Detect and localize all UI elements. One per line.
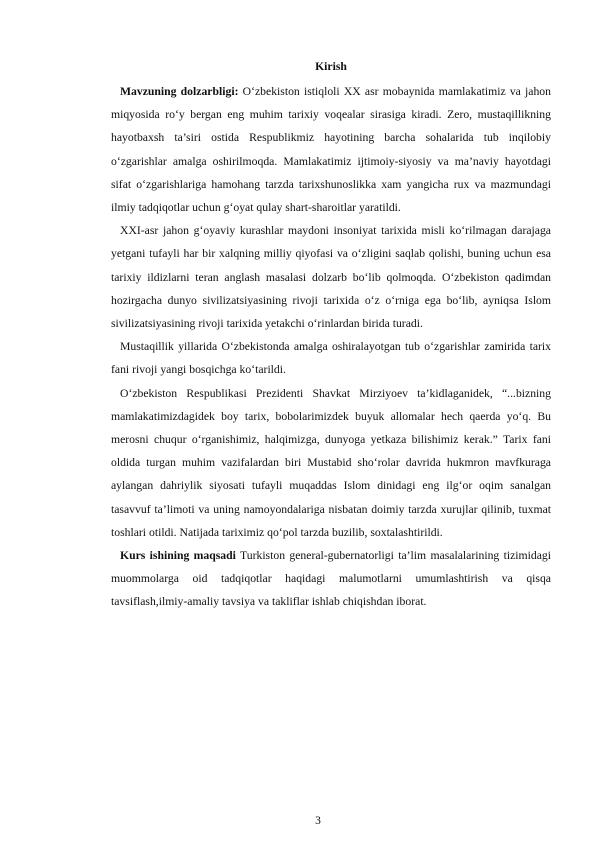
paragraph-text: Mustaqillik yillarida O‘zbekistonda amalga oshiralayotgan tub o‘zgarishlar zamirida tarix fani rivoji yangi bosqichga ko‘tarildi. — [111, 340, 551, 377]
page-title: Kirish — [315, 60, 347, 73]
paragraph-president-quote — [111, 382, 551, 544]
paragraph-text: XXI-asr jahon g‘oyaviy kurashlar maydoni insoniyat tarixida misli ko‘rilmagan darajaga yetgani tufayli har bir xalqning milliy qiyofasi va o‘zligini saqlab qolishi, buning uchun esa tarixiy ildizlarni teran anglash masalasi dolzarb bo‘lib qolmoqda. O‘zbekiston qadimdan hozirgacha dunyo sivilizatsiyasining rivoji tarixida o‘z o‘rniga ega bo‘lib, ayniqsa Islom sivilizatsiyasining rivoji tarixida yetakchi o‘rinlardan birida turadi. — [111, 224, 551, 331]
paragraph-text: Turkiston general-gubernatorligi ta’lim masalalarining tizimidagi muommolarga oid tadqiqotlar haqidagi malumotlarni umumlashtirish va qisqa tavsiflash,ilmiy-amaliy tavsiya va takliflar ishlab chiqishdan iborat. — [111, 549, 552, 609]
paragraph-independence — [111, 335, 551, 381]
paragraph-xxi-century — [111, 219, 551, 335]
document-body — [111, 56, 551, 614]
paragraph-text: O‘zbekiston Respublikasi Prezidenti Shavkat Mirziyoev ta’kidlaganidek, “...bizning mamlakatimizdagidek boy tarix, bobolarimizdek buyuk allomalar hech qaerda yo‘q. Bu merosni chuqur o‘rganishimiz, halqimizga, dunyoga yetkaza bilishimiz kerak.” Tarix fani oldida turgan muhim vazifalardan biri Mustabid sho‘rolar davrida hukmron mavfkuraga aylangan dahriylik siyosati tufayli muqaddas Islom dinidagi eng ilg‘or oqim sanalgan tasavvuf ta’limoti va uning namoyondalariga nisbatan doimiy tarzda xurujlar qilinib, tuxmat toshlari otildi. Natijada tariximiz qo‘pol tarzda buzilib, soxtalashtirildi. — [111, 386, 551, 539]
paragraph-lead: Kurs ishining maqsadi — [120, 549, 236, 563]
paragraph-text: O‘zbekiston istiqloli XX asr mobaynida mamlakatimiz va jahon miqyosida ro‘y bergan eng muhim tarixiy voqealar sirasiga kiradi. Zero, mustaqillikning hayotbaxsh ta’siri ostida Respublikmiz hayotining barcha sohalarida tub inqilobiy o‘zgarishlar amalga oshirilmoqda. Mamlakatimiz ijtimoiy-siyosiy va ma’naviy hayotdagi sifat o‘zgarishlariga hamohang tarzda tarixshunoslikka xam yangicha rux va mazmundagi ilmiy tadqiqotlar uchun g‘oyat qulay shart-sharoitlar yaratildi. — [111, 85, 551, 215]
paragraph-course-goal — [111, 544, 551, 614]
paragraph-relevance — [111, 80, 551, 219]
paragraph-lead: Mavzuning dolzarbligi: — [120, 85, 239, 98]
page-number: 3 — [315, 815, 321, 827]
